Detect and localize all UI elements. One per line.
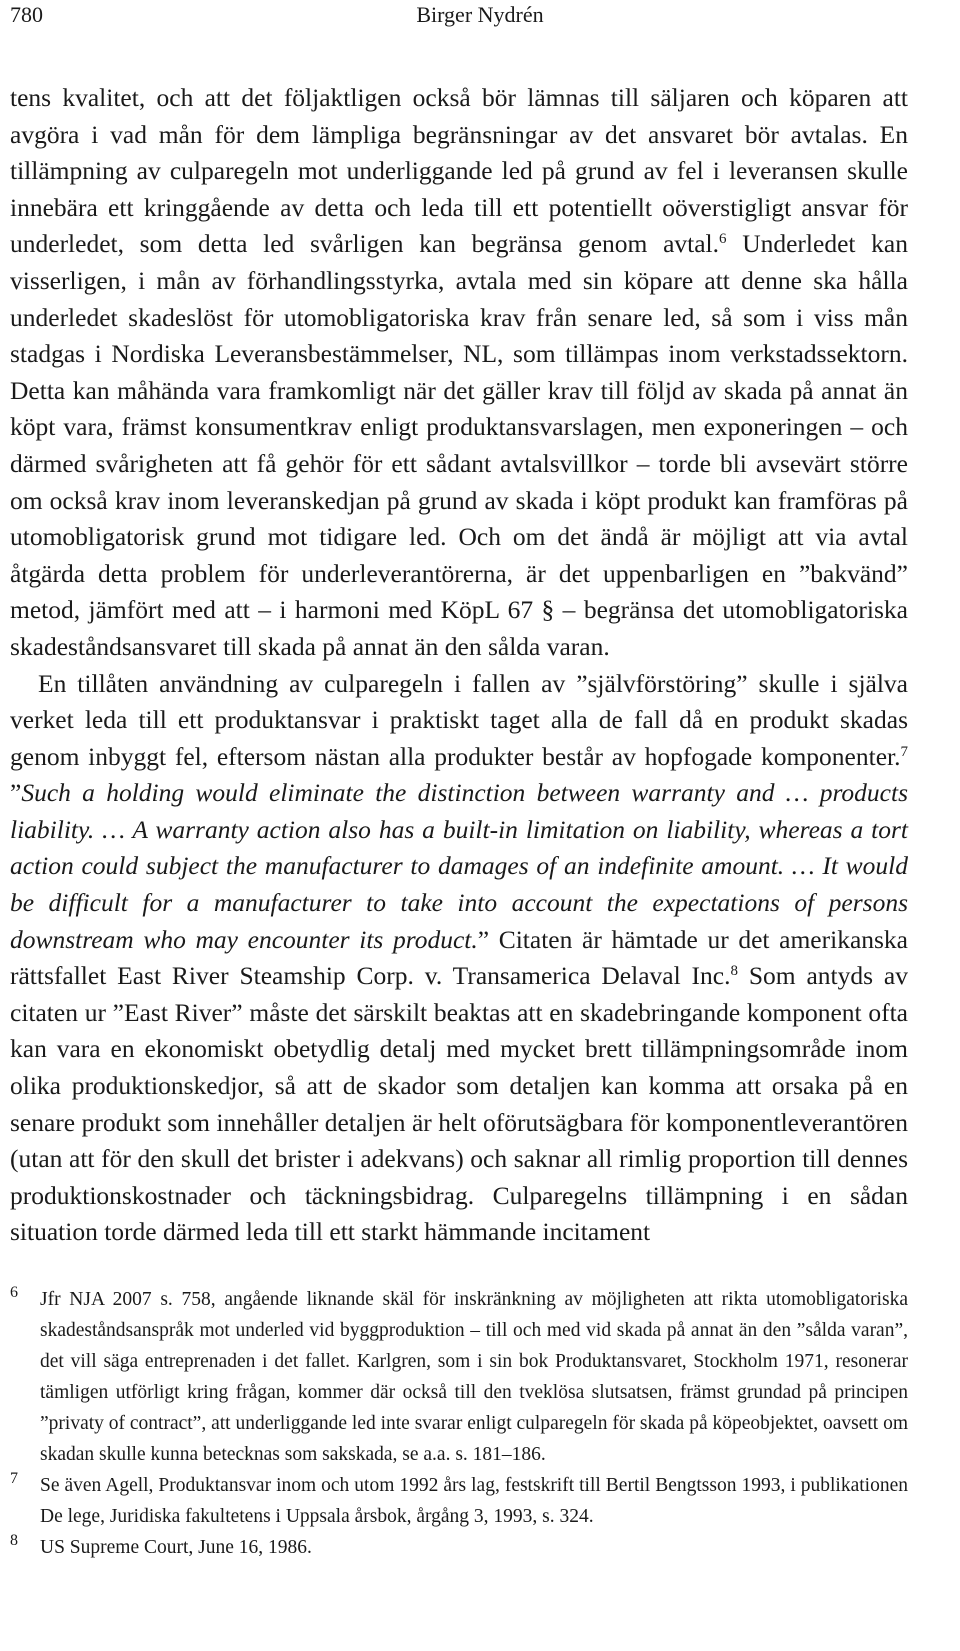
quote-mark: ” — [10, 778, 22, 808]
footnote-text: Se även Agell, Produktansvar inom och utom 1992 års lag, festskrift till Bertil Bengtsson 1993, i publikationen De lege, Juridiska fakultetens i Uppsala årsbok, årgång 3, 1993, s. 324. — [40, 1475, 908, 1527]
paragraph-1 — [10, 80, 908, 666]
page-number: 780 — [10, 2, 43, 27]
paragraph-text: Som antyds av citaten ur ”East River” måste det särskilt beaktas att en skadebringande komponent ofta kan vara en ekonomiskt obetydlig detalj med mycket brett tillämpningsområde inom olika produktionskedjor, så att de skador som detaljen kan komma att orsaka på en senare produkt som innehåller detaljen är helt oförutsägbara för komponentleverantören (utan att för den skull det brister i adekvans) och saknar all rimlig proportion till dennes produktionskostnader och täckningsbidrag. Culparegelns tillämpning i en sådan situation torde därmed leda till ett starkt hämmande incitament — [10, 961, 908, 1247]
footnote-text: Jfr NJA 2007 s. 758, angående liknande skäl för inskränkning av möjligheten att rikta utomobligatoriska skadeståndsanspråk mot underled vid byggproduktion – till och med vid skada på annat än den ”sålda varan”, det vill säga entreprenaden i det fallet. Karlgren, som i sin bok Produktansvaret, Stockholm 1971, resonerar tämligen utförligt kring frågan, kommer där också till den tveklösa slutsatsen, främst grundad på principen ”privaty of contract”, att underliggande led inte svarar enligt culparegeln för skada på köpeobjektet, oavsett om skadan skulle kunna betecknas som sakskada, se a.a. s. 181–186. — [40, 1289, 908, 1465]
footnote-number: 8 — [10, 1532, 18, 1549]
running-head: Birger Nydrén — [416, 2, 544, 27]
paragraph-text: tens kvalitet, och att det följaktligen också bör lämnas till säljaren och köparen att avgöra i vad mån för dem lämpliga begränsningar av det ansvaret bör avtalas. En tillämpning av culparegeln mot underliggande led på grund av fel i leveransen skulle innebära ett kringgående av detta och leda till ett potentiellt oöverstigligt ansvar för underledet, som detta led svårligen kan begränsa genom avtal. — [10, 83, 908, 259]
footnote-ref-8: 8 — [730, 963, 738, 980]
paragraph-text: En tillåten användning av culparegeln i fallen av ”självförstöring” skulle i själva verket leda till ett produktansvar i praktiskt taget alla de fall då en produkt skadas genom inbyggt fel, eftersom nästan alla produkter består av hopfogade komponenter. — [10, 668, 908, 771]
footnotes — [10, 1284, 908, 1563]
paragraph-2 — [10, 666, 908, 1252]
quotation: Such a holding would eliminate the distinction between warranty and … products liability. … A warranty action also has a built-in limitation on liability, whereas a tort action could subject the manufacturer to damages of an indefinite amount. … It would be difficult for a manufacturer to take into account the expectations of persons downstream who may encounter its product. — [10, 778, 908, 954]
footnote-number: 6 — [10, 1284, 18, 1301]
footnote — [10, 1532, 908, 1563]
body-text — [10, 80, 908, 1251]
paragraph-text: ” Citaten är hämtade ur det amerikanska rättsfallet East River Steamship Corp. v. Transamerica Delaval Inc. — [10, 924, 909, 991]
footnote — [10, 1284, 908, 1470]
paragraph-text: Underledet kan visserligen, i mån av förhandlingsstyrka, avtala med sin köpare att denne ska hålla underledet skadeslöst för utomobligatoriska krav från senare led, så som i viss mån stadgas i Nordiska Leveransbestämmelser, NL, som tillämpas inom verkstadssektorn. Detta kan måhända vara framkomligt när det gäller krav till följd av skada på annat än köpt vara, främst konsumentkrav enligt produktansvarslagen, men exponeringen – och därmed svårigheten att få gehör för ett sådant avtalsvillkor – torde bli avsevärt större om också krav inom leveranskedjan på grund av skada i köpt produkt kan framföras på utomobligatorisk grund mot tidigare led. Och om det ändå är möjligt att via avtal åtgärda detta problem för underleverantörerna, är det uppenbarligen en ”bakvänd” metod, jämfört med att – i harmoni med KöpL 67 § – begränsa det utomobligatoriska skadeståndsansvaret till skada på annat än den sålda varan. — [10, 229, 908, 661]
footnote — [10, 1470, 908, 1532]
footnote-ref-7: 7 — [900, 743, 908, 760]
footnote-ref-6: 6 — [719, 231, 727, 248]
footnote-number: 7 — [10, 1470, 18, 1487]
footnote-text: US Supreme Court, June 16, 1986. — [40, 1537, 312, 1558]
